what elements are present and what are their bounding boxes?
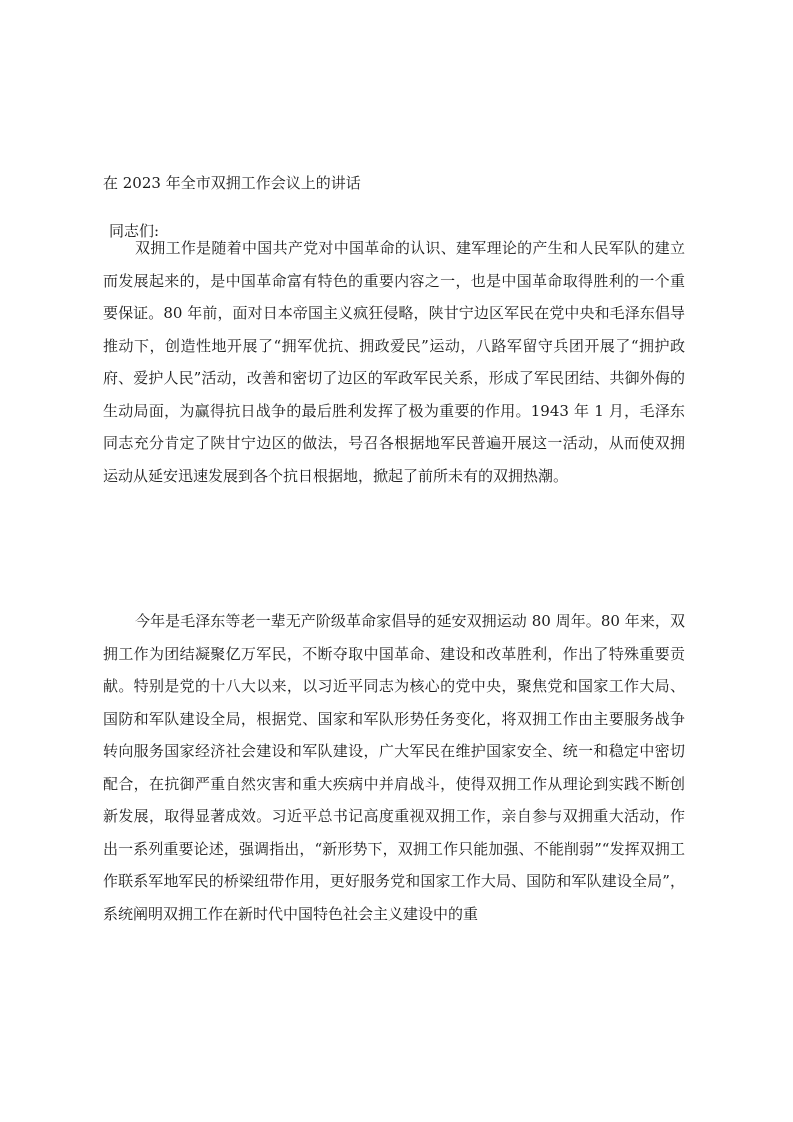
paragraph-1: 双拥工作是随着中国共产党对中国革命的认识、建军理论的产生和人民军队的建立而发展起来的，是中国革命富有特色的重要内容之一，也是中国革命取得胜利的一个重要保证。80 年前，面对日本帝国主义疯狂侵略，陕甘宁边区军民在党中央和毛泽东倡导推动下，创造性地开展了“拥军优抗、拥政爱民”运动，八路军留守兵团开展了“拥护政府、爱护人民”活动，改善和密切了边区的军政军民关系，形成了军民团结、共御外侮的生动局面，为赢得抗日战争的最后胜利发挥了极为重要的作用。1943 年 1 月，毛泽东同志充分肯定了陕甘宁边区的做法，号召各根据地军民普遍开展这一活动，从而使双拥运动从延安迅速发展到各个抗日根据地，掀起了前所未有的双拥热潮。 xyxy=(103,239,685,485)
salutation: 同志们: xyxy=(109,222,160,240)
document-title: 在 2023 年全市双拥工作会议上的讲话 xyxy=(103,174,361,192)
paragraph-2: 今年是毛泽东等老一辈无产阶级革命家倡导的延安双拥运动 80 周年。80 年来，双拥工作为团结凝聚亿万军民，不断夺取中国革命、建设和改革胜利，作出了特殊重要贡献。特别是党的十八大以来，以习近平同志为核心的党中央，聚焦党和国家工作大局、国防和军队建设全局，根据党、国家和军队形势任务变化，将双拥工作由主要服务战争转向服务国家经济社会建设和军队建设，广大军民在维护国家安全、统一和稳定中密切配合，在抗御严重自然灾害和重大疾病中并肩战斗，使得双拥工作从理论到实践不断创新发展，取得显著成效。习近平总书记高度重视双拥工作，亲自参与双拥重大活动，作出一系列重要论述，强调指出，“新形势下，双拥工作只能加强、不能削弱”“发挥双拥工作联系军地军民的桥梁纽带作用，更好服务党和国家工作大局、国防和军队建设全局”，系统阐明双拥工作在新时代中国特色社会主义建设中的重 xyxy=(103,612,685,923)
